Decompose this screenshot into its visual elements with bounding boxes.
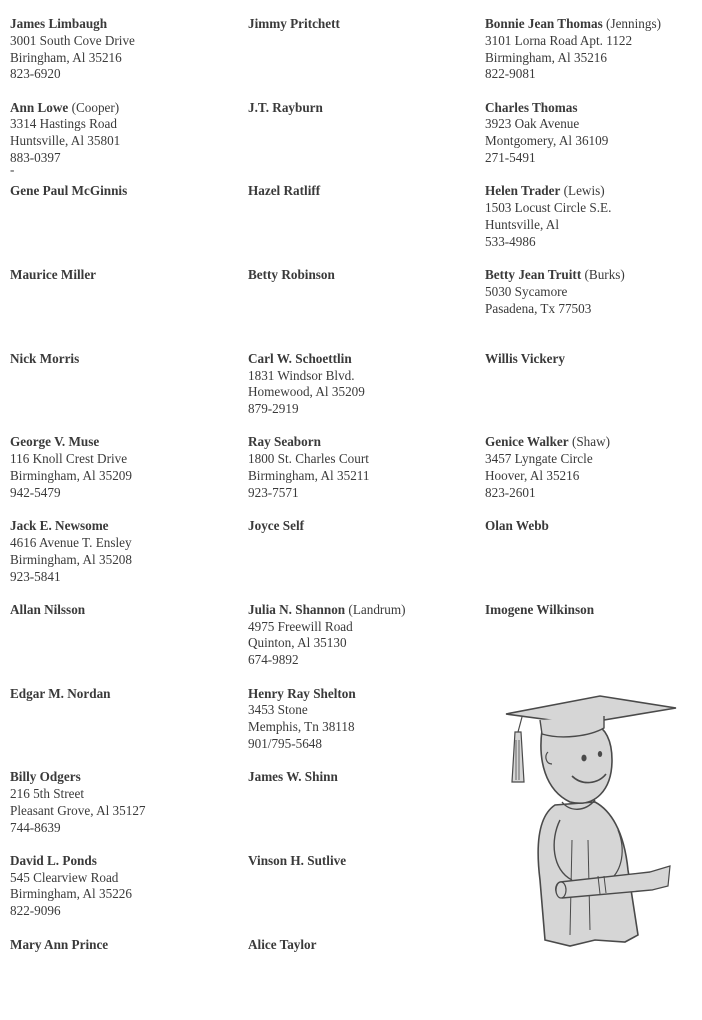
entry-address-line: Huntsville, Al xyxy=(485,216,559,232)
entry-phone: 923-7571 xyxy=(248,484,299,500)
entry-name-line xyxy=(248,853,478,870)
entry-name-line xyxy=(248,686,478,703)
directory-entry xyxy=(248,518,478,602)
directory-entry xyxy=(10,434,240,518)
entry-name-line xyxy=(248,183,478,200)
directory-entry xyxy=(248,769,478,853)
entry-maiden-name: (Jennings) xyxy=(606,16,661,31)
entry-name: Maurice Miller xyxy=(10,267,97,283)
entry-name-line xyxy=(10,267,240,284)
directory-entry xyxy=(485,351,695,435)
entry-address-line: Pasadena, Tx 77503 xyxy=(485,300,592,316)
directory-entry xyxy=(248,16,478,100)
entry-name-line xyxy=(10,351,240,368)
entry-name: Betty Jean Truitt xyxy=(485,267,582,283)
entry-phone: 823-2601 xyxy=(485,484,536,500)
entry-address-line: 1800 St. Charles Court xyxy=(248,451,369,467)
entry-name: James W. Shinn xyxy=(248,769,338,785)
entry-name-line xyxy=(10,769,240,786)
entry-phone: 822-9081 xyxy=(485,66,536,82)
directory-entry xyxy=(248,183,478,267)
entry-address-line: 5030 Sycamore xyxy=(485,283,568,299)
directory-entry xyxy=(248,937,478,1020)
entry-name-line xyxy=(10,434,240,451)
directory-entry xyxy=(10,602,240,686)
directory-entry xyxy=(248,100,478,184)
entry-phone: 674-9892 xyxy=(248,652,299,668)
entry-name: Julia N. Shannon xyxy=(248,601,346,617)
directory-entry xyxy=(485,518,695,602)
entry-name: Ray Seaborn xyxy=(248,434,321,450)
directory-entry xyxy=(248,686,478,770)
entry-name-line xyxy=(248,267,478,284)
entry-address-line: 3314 Hastings Road xyxy=(10,116,117,132)
directory-entry xyxy=(10,853,240,937)
entry-name: Henry Ray Shelton xyxy=(248,685,356,701)
entry-name-line xyxy=(485,16,695,33)
entry-name: Willis Vickery xyxy=(485,350,565,366)
entry-name: Vinson H. Sutlive xyxy=(248,852,347,868)
entry-name-line xyxy=(10,686,240,703)
gown xyxy=(538,802,638,946)
entry-name-line xyxy=(248,937,478,954)
entry-name-line xyxy=(485,183,695,200)
entry-phone: 901/795-5648 xyxy=(248,735,322,751)
entry-address-line: 545 Clearview Road xyxy=(10,869,119,885)
directory-entry xyxy=(248,434,478,518)
entry-phone: 879-2919 xyxy=(248,401,299,417)
entry-maiden-name: (Cooper) xyxy=(71,99,120,115)
entry-name-line xyxy=(485,267,695,284)
entry-name-line xyxy=(248,602,478,619)
entry-address-line: 3453 Stone xyxy=(248,702,308,718)
entry-name-line xyxy=(10,518,240,535)
entry-name: Imogene Wilkinson xyxy=(485,601,595,617)
directory-entry xyxy=(10,267,240,351)
directory-entry xyxy=(10,518,240,602)
entry-name-line xyxy=(248,769,478,786)
tassel-cord xyxy=(518,717,522,732)
directory-entry xyxy=(485,434,695,518)
entry-address-line: Birmingham, Al 35216 xyxy=(485,49,607,65)
entry-address-line: 1503 Locust Circle S.E. xyxy=(485,200,612,216)
directory-entry xyxy=(10,16,240,100)
directory-column-2 xyxy=(248,16,478,1020)
entry-name: David L. Ponds xyxy=(10,852,97,868)
entry-name-line xyxy=(485,602,695,619)
directory-entry xyxy=(10,100,240,184)
entry-address-line: Birmingham, Al 35211 xyxy=(248,468,370,484)
entry-address-line: Birmingham, Al 35208 xyxy=(10,551,132,567)
entry-name: Betty Robinson xyxy=(248,267,335,283)
entry-name-line xyxy=(248,518,478,535)
entry-name-line xyxy=(248,351,478,368)
entry-name: Charles Thomas xyxy=(485,99,578,115)
entry-name-line xyxy=(10,16,240,33)
directory-entry xyxy=(485,183,695,267)
entry-name: Ann Lowe xyxy=(10,99,69,115)
entry-name: Billy Odgers xyxy=(10,769,81,785)
entry-name: J.T. Rayburn xyxy=(248,99,323,115)
entry-name: Allan Nilsson xyxy=(10,601,86,617)
entry-address-line: 3923 Oak Avenue xyxy=(485,116,580,132)
entry-name-line xyxy=(485,434,695,451)
entry-address-line: 3457 Lyngate Circle xyxy=(485,451,593,467)
directory-entry xyxy=(248,267,478,351)
entry-name: James Limbaugh xyxy=(10,16,108,31)
directory-entry xyxy=(248,853,478,937)
directory-entry xyxy=(10,769,240,853)
entry-address-line: Homewood, Al 35209 xyxy=(248,384,365,400)
entry-phone: 744-8639 xyxy=(10,819,61,835)
stray-mark: - xyxy=(10,161,15,177)
entry-maiden-name: (Lewis) xyxy=(563,183,605,199)
entry-phone: 923-5841 xyxy=(10,568,61,584)
entry-address-line: Pleasant Grove, Al 35127 xyxy=(10,802,146,818)
entry-name: Hazel Ratliff xyxy=(248,183,321,199)
entry-phone: 942-5479 xyxy=(10,484,61,500)
entry-address-line: 3101 Lorna Road Apt. 1122 xyxy=(485,32,633,48)
directory-entry xyxy=(485,16,695,100)
directory-entry xyxy=(485,100,695,184)
entry-address-line: Biringham, Al 35216 xyxy=(10,49,122,65)
entry-phone: 822-9096 xyxy=(10,903,61,919)
directory-entry xyxy=(485,267,695,351)
entry-maiden-name: (Landrum) xyxy=(348,601,406,617)
directory-entry xyxy=(485,602,695,686)
entry-name: Jimmy Pritchett xyxy=(248,16,340,31)
entry-phone: 883-0397 xyxy=(10,150,61,166)
entry-address-line: 116 Knoll Crest Drive xyxy=(10,451,128,467)
entry-name-line xyxy=(248,100,478,117)
entry-address-line: 3001 South Cove Drive xyxy=(10,32,135,48)
entry-name-line xyxy=(10,853,240,870)
directory-entry xyxy=(10,351,240,435)
entry-address-line: Quinton, Al 35130 xyxy=(248,635,347,651)
entry-address-line: Memphis, Tn 38118 xyxy=(248,719,355,735)
entry-address-line: 4616 Avenue T. Ensley xyxy=(10,534,132,550)
tassel xyxy=(512,732,524,782)
entry-name: Jack E. Newsome xyxy=(10,518,109,534)
directory-entry xyxy=(10,937,240,1020)
entry-address-line: Montgomery, Al 36109 xyxy=(485,133,609,149)
entry-name-line xyxy=(10,183,240,200)
entry-name-line xyxy=(485,351,695,368)
entry-address-line: Birmingham, Al 35209 xyxy=(10,468,132,484)
entry-name: Joyce Self xyxy=(248,518,305,534)
entry-name: Alice Taylor xyxy=(248,936,317,952)
entry-address-line: Birmingham, Al 35226 xyxy=(10,886,132,902)
entry-name-line xyxy=(10,937,240,954)
directory-entry xyxy=(10,686,240,770)
entry-name: Olan Webb xyxy=(485,518,549,534)
entry-name-line xyxy=(248,16,478,33)
entry-address-line: 216 5th Street xyxy=(10,785,84,801)
entry-name: George V. Muse xyxy=(10,434,100,450)
entry-address-line: Hoover, Al 35216 xyxy=(485,468,580,484)
entry-name: Carl W. Schoettlin xyxy=(248,350,352,366)
entry-address-line: 4975 Freewill Road xyxy=(248,618,353,634)
entry-name: Edgar M. Nordan xyxy=(10,685,111,701)
entry-name-line xyxy=(248,434,478,451)
entry-name: Bonnie Jean Thomas xyxy=(485,16,603,31)
entry-name: Helen Trader xyxy=(485,183,561,199)
directory-column-3 xyxy=(485,16,695,686)
directory-entry xyxy=(10,183,240,267)
entry-name: Nick Morris xyxy=(10,350,80,366)
entry-name-line xyxy=(485,100,695,117)
entry-address-line: Huntsville, Al 35801 xyxy=(10,133,121,149)
entry-name-line xyxy=(485,518,695,535)
directory-entry xyxy=(248,351,478,435)
directory-column-1 xyxy=(10,16,240,1020)
entry-maiden-name: (Burks) xyxy=(584,267,625,283)
graduate-cartoon-icon xyxy=(500,690,680,950)
entry-phone: 823-6920 xyxy=(10,66,61,82)
entry-name: Mary Ann Prince xyxy=(10,936,109,952)
entry-name: Gene Paul McGinnis xyxy=(10,183,128,199)
entry-phone: 533-4986 xyxy=(485,233,536,249)
entry-address-line: 1831 Windsor Blvd. xyxy=(248,367,355,383)
entry-maiden-name: (Shaw) xyxy=(571,434,611,450)
entry-name-line xyxy=(10,602,240,619)
entry-name-line xyxy=(10,100,240,117)
entry-name: Genice Walker xyxy=(485,434,569,450)
entry-phone: 271-5491 xyxy=(485,150,536,166)
directory-entry xyxy=(248,602,478,686)
